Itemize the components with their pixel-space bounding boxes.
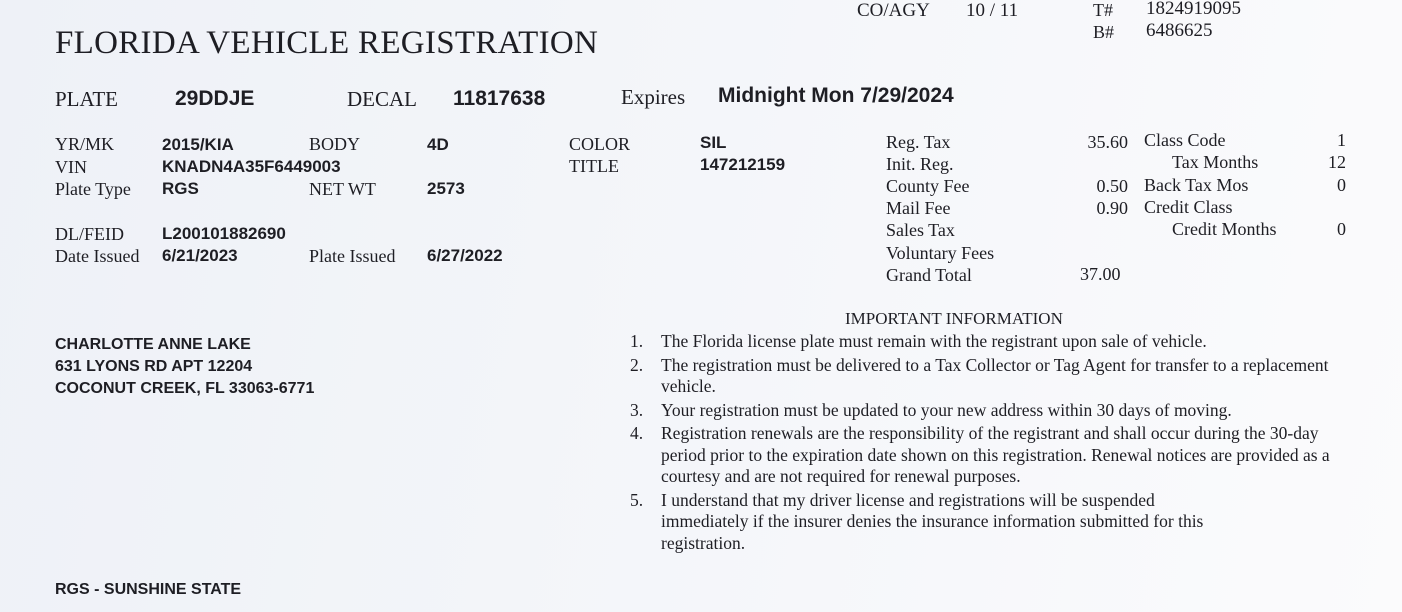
title-number-value: 147212159 (700, 155, 786, 174)
t-number-label: T# (1093, 0, 1113, 20)
fee-value-county-fee: 0.50 (1096, 176, 1128, 196)
vin-value: KNADN4A35F6449003 (162, 157, 341, 176)
fee-value-reg-tax: 35.60 (1087, 132, 1128, 152)
decal-label: DECAL (347, 87, 417, 111)
fee-label-grand-total: Grand Total (886, 265, 972, 285)
color-label: COLOR (569, 134, 631, 154)
list-item-text: The Florida license plate must remain with the registrant upon sale of vehicle. (661, 331, 1207, 351)
vin-label: VIN (55, 157, 87, 177)
list-item (630, 331, 1350, 353)
owner-address-line-1: 631 LYONS RD APT 12204 (55, 358, 253, 375)
important-info-heading: IMPORTANT INFORMATION (845, 309, 1063, 328)
fee-label-init-reg: Init. Reg. (886, 154, 954, 174)
decal-value: 11817638 (453, 87, 546, 110)
plate-type-value: RGS (162, 179, 199, 198)
tax-months-value: 12 (1328, 152, 1346, 172)
fee-label-county-fee: County Fee (886, 176, 970, 196)
list-item-text: Registration renewals are the responsibility of the registrant and shall occur during the 30-day period prior to the expiration date shown on this registration. Renewal notices are provided as a courtesy and are not required for renewal purposes. (661, 423, 1330, 486)
yrmk-value: 2015/KIA (162, 135, 234, 154)
list-item-number: 2. (630, 354, 644, 375)
plate-type-label: Plate Type (55, 179, 131, 199)
credit-months-value: 0 (1337, 219, 1346, 239)
title-number-label: TITLE (569, 156, 619, 176)
class-code-label: Class Code (1144, 130, 1226, 150)
expires-label: Expires (621, 85, 686, 109)
back-tax-mos-label: Back Tax Mos (1144, 175, 1249, 195)
list-item (630, 355, 1350, 398)
credit-class-label: Credit Class (1144, 197, 1233, 217)
b-number-value: 6486625 (1146, 20, 1213, 41)
important-info-list (630, 331, 1350, 556)
list-item (630, 423, 1350, 488)
list-item (630, 490, 1350, 555)
t-number-value: 1824919095 (1146, 0, 1241, 19)
plate-label: PLATE (55, 87, 118, 111)
date-issued-label: Date Issued (55, 246, 140, 266)
owner-address-line-2: COCONUT CREEK, FL 33063-6771 (55, 380, 315, 397)
plate-issued-value: 6/27/2022 (427, 246, 503, 265)
class-code-value: 1 (1337, 130, 1346, 150)
fee-label-voluntary-fees: Voluntary Fees (886, 243, 995, 263)
net-weight-value: 2573 (427, 179, 465, 198)
co-agy-label: CO/AGY (857, 0, 930, 21)
document-title: FLORIDA VEHICLE REGISTRATION (55, 25, 599, 61)
back-tax-mos-value: 0 (1337, 175, 1346, 195)
yrmk-label: YR/MK (55, 134, 115, 154)
fee-label-sales-tax: Sales Tax (886, 220, 955, 240)
body-label: BODY (309, 134, 361, 154)
list-item-text: I understand that my driver license and registrations will be suspended immediately if the insurer denies the insurance information submitted for this registration. (661, 489, 1204, 553)
list-item-text: The registration must be delivered to a Tax Collector or Tag Agent for transfer to a replacement vehicle. (661, 354, 1329, 396)
color-value: SIL (700, 133, 727, 152)
fee-value-mail-fee: 0.90 (1096, 198, 1128, 218)
list-item-number: 1. (630, 331, 644, 351)
list-item-text: Your registration must be updated to your new address within 30 days of moving. (661, 399, 1232, 420)
list-item-number: 4. (630, 423, 644, 443)
date-issued-value: 6/21/2023 (162, 246, 238, 265)
list-item-number: 5. (630, 489, 644, 510)
b-number-label: B# (1093, 22, 1115, 42)
fee-label-mail-fee: Mail Fee (886, 198, 951, 218)
dlfeid-label: DL/FEID (55, 224, 124, 244)
plate-type-description: RGS - SUNSHINE STATE (55, 581, 242, 598)
expires-value: Midnight Mon 7/29/2024 (718, 84, 954, 107)
owner-name: CHARLOTTE ANNE LAKE (55, 336, 251, 353)
tax-months-label: Tax Months (1172, 152, 1259, 172)
dlfeid-value: L200101882690 (162, 224, 286, 243)
net-weight-label: NET WT (309, 179, 376, 199)
plate-value: 29DDJE (175, 87, 255, 110)
fee-label-reg-tax: Reg. Tax (886, 132, 951, 152)
body-value: 4D (427, 135, 449, 154)
co-agy-value: 10 / 11 (966, 0, 1019, 21)
fee-value-grand-total: 37.00 (1080, 264, 1121, 284)
plate-issued-label: Plate Issued (309, 246, 396, 266)
list-item (630, 400, 1350, 422)
list-item-number: 3. (630, 399, 644, 420)
credit-months-label: Credit Months (1172, 219, 1277, 239)
